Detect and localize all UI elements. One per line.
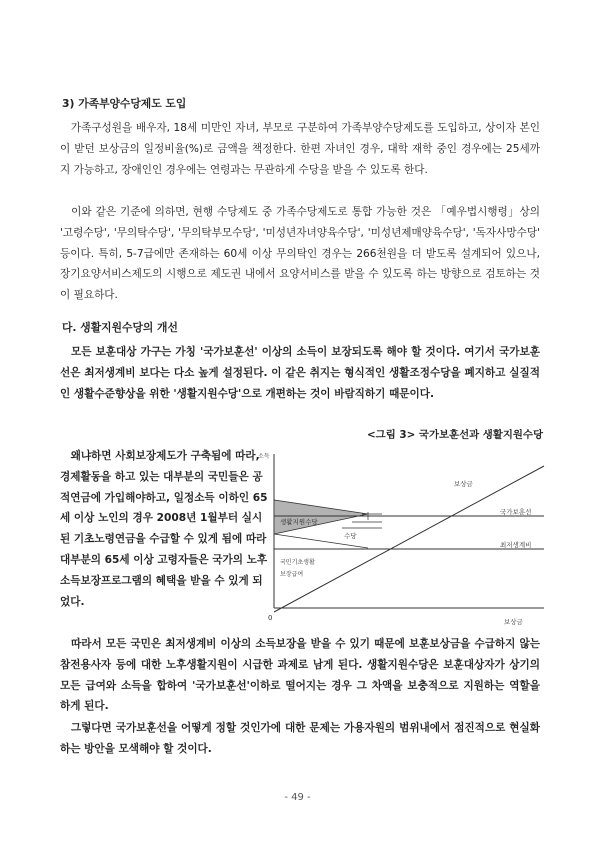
paragraph-wrap-figure: 왜냐하면 사회보장제도가 구축됨에 따라, 경제활동을 하고 있는 대부분의 국민들은 공적연금에 가입해야하고, 일정소득 이하인 65세 이상 노인의 경우 2008년 1월부터 실시된 기초노령연금을 수급할 수 있게 됨에 따라 대부분의 65세 이상 고령자들은 국가의 노후소득보장프로그램의 혜택을 받을 수 있게 되었다. bbox=[60, 450, 268, 608]
figure-caption: <그림 3> 국가보훈선과 생활지원수당 bbox=[366, 429, 543, 441]
living-support-label: 생활지원수당 bbox=[280, 518, 318, 526]
paragraph-living-support-3: 따라서 모든 국민은 최저생계비 이상의 소득보장을 받을 수 있기 때문에 보훈보상금을 수급하지 않는 참전용사자 등에 대한 노후생활지원이 시급한 과제로 남게 된다. 생활지원수당은 보훈대상자가 상기의 모든 급여와 소득을 합하여 '국가보훈선'이하로 떨어지는 경우 그 차액을 보충적으로 지원하는 역할을 하게 된다. bbox=[60, 638, 540, 713]
living-support-area bbox=[274, 500, 368, 534]
paragraph-family-allowance-2: 이와 같은 기준에 의하면, 현행 수당제도 중 가족수당제도로 통합 가능한 것은 「예우법시행령」상의 '고령수당', '무의탁수당', '무의탁부모수당', '미성년자녀양육수당', '미성년제매양육수당', '독자사망수당' 등이다. 특히, 5-7급에만 존재하는 60세 이상 무의탁인 경우는 266천원을 더 받도록 설계되어 있으나, 장기요양서비스제도의 시행으로 제도권 내에서 요양서비스를 받을 수 있도록 하는 방향으로 검토하는 것이 필요하다. bbox=[60, 206, 540, 302]
origin-label: 0 bbox=[268, 614, 273, 622]
basic-guarantee-label-1: 국민기초생활 bbox=[280, 559, 315, 566]
compensation-line bbox=[274, 466, 544, 612]
paragraph-living-support-4: 그렇다면 국가보훈선을 어떻게 정할 것인가에 대한 문제는 가용자원의 범위내에서 점진적으로 현실화하는 방안을 모색해야 할 것이다. bbox=[60, 722, 540, 755]
section-heading-family-allowance: 3) 가족부양수당제도 도입 bbox=[62, 97, 187, 110]
paragraph-family-allowance-1: 가족구성원을 배우자, 18세 미만인 자녀, 부모로 구분하여 가족부양수당제도를 도입하고, 상이자 본인이 받던 보상금의 일정비율(%)로 금액을 책정한다. 한편 자녀인 경우, 대학 재학 중인 경우에는 25세까지 가능하고, 장애인인 경우에는 연령과는 무관하게 수당을 받을 수 있도록 한다. bbox=[60, 122, 540, 176]
y-axis-label: 소득 bbox=[258, 453, 270, 460]
section-heading-living-support: 다. 생활지원수당의 개선 bbox=[62, 321, 178, 334]
national-line-label: 국가보훈선 bbox=[500, 508, 532, 516]
compensation-line-label: 보상금 bbox=[454, 480, 473, 488]
allowance-label: 수당 bbox=[344, 532, 357, 540]
x-axis-label: 보상금 bbox=[504, 618, 523, 626]
minimum-cost-line-label: 최저생계비 bbox=[500, 541, 532, 549]
figure-national-line-chart bbox=[258, 452, 546, 630]
page-number: - 49 - bbox=[284, 792, 311, 803]
paragraph-living-support-1: 모든 보훈대상 가구는 가칭 '국가보훈선' 이상의 소득이 보장되도록 해야 할 것이다. 여기서 국가보훈선은 최저생계비 보다는 다소 높게 설정된다. 이 같은 취지는 형식적인 생활조정수당을 폐지하고 실질적인 생활수준향상을 위한 '생활지원수당'으로 개편하는 것이 바람직하기 때문이다. bbox=[60, 346, 540, 400]
basic-guarantee-label-2: 보장급여 bbox=[280, 571, 304, 578]
